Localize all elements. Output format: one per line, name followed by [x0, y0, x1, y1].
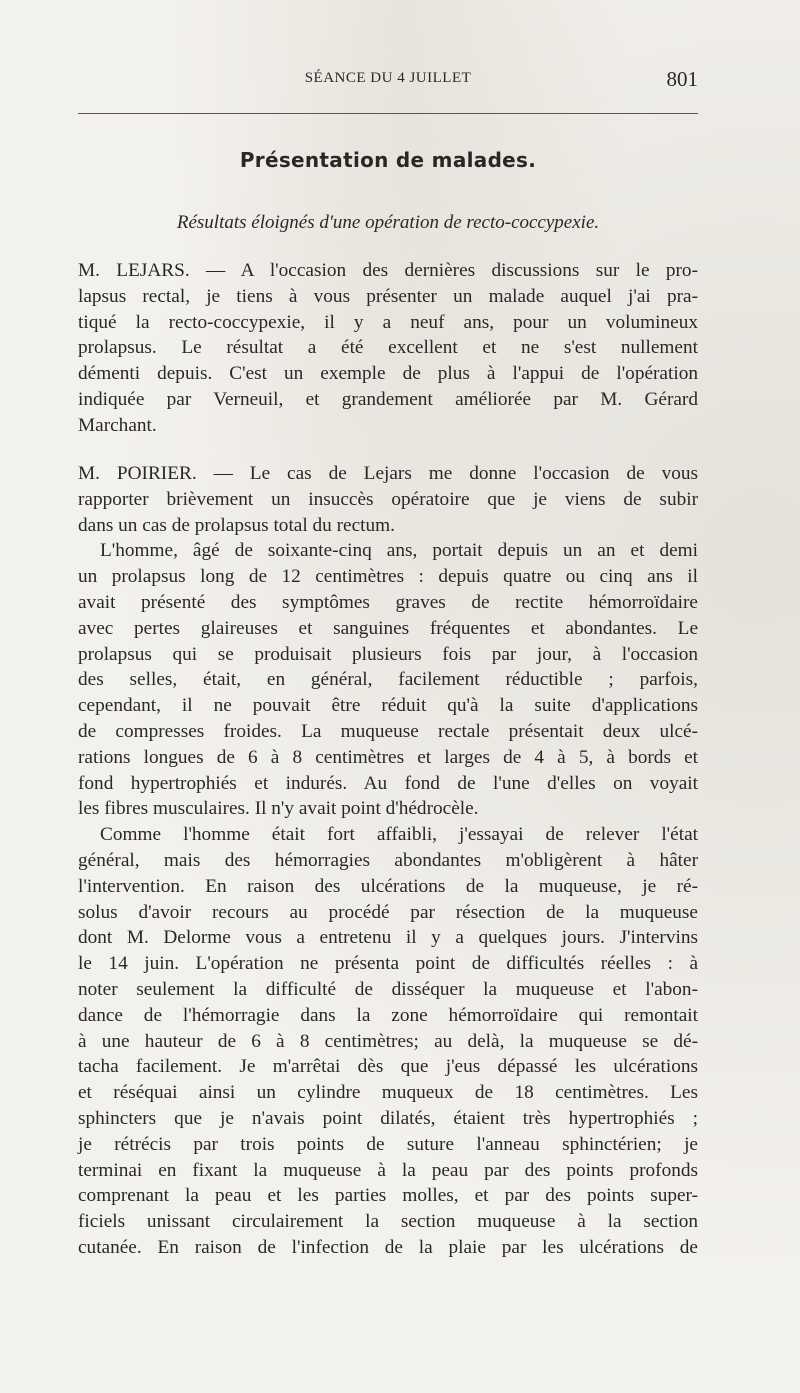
text-line: à une hauteur de 6 à 8 centimètres; au delà, la muqueuse se dé-	[78, 1030, 698, 1052]
text-line: L'homme, âgé de soixante-cinq ans, portait depuis un an et demi	[100, 540, 698, 562]
text-line: tacha facilement. Je m'arrêtai dès que j'eus dépassé les ulcérations	[78, 1056, 698, 1078]
text-line: les fibres musculaires. Il n'y avait point d'hédrocèle.	[78, 798, 479, 820]
text-line: l'intervention. En raison des ulcérations de la muqueuse, je ré-	[78, 875, 698, 897]
text-line: avec pertes glaireuses et sanguines fréquentes et abondantes. Le	[78, 617, 698, 639]
section-title: Présentation de malades.	[239, 148, 537, 172]
text-line: Marchant.	[78, 414, 157, 436]
text-line: tiqué la recto-coccypexie, il y a neuf ans, pour un volumineux	[78, 311, 698, 333]
text-line: M. POIRIER. — Le cas de Lejars me donne l'occasion de vous	[78, 463, 698, 484]
subtitle: Résultats éloignés d'une opération de recto-coccypexie.	[176, 212, 600, 233]
text-line: ficiels unissant circulairement la section muqueuse à la section	[78, 1211, 698, 1233]
running-header	[78, 67, 698, 98]
text-line: rapporter brièvement un insuccès opératoire que je viens de subir	[78, 488, 698, 510]
text-line: des selles, était, en général, facilement réductible ; parfois,	[78, 669, 698, 691]
text-line: comprenant la peau et les parties molles, et par des points super-	[78, 1185, 698, 1207]
text-line: solus d'avoir recours au procédé par résection de la muqueuse	[78, 901, 698, 923]
text-line: M. LEJARS. — A l'occasion des dernières discussions sur le pro-	[78, 260, 698, 281]
text-line: prolapsus qui se produisait plusieurs fois par jour, à l'occasion	[78, 643, 698, 665]
text-line: fond hypertrophiés et indurés. Au fond de l'une d'elles on voyait	[78, 772, 698, 794]
text-line: dans un cas de prolapsus total du rectum.	[78, 514, 395, 536]
text-line: le 14 juin. L'opération ne présenta point de difficultés réelles : à	[78, 953, 698, 975]
text-line: rations longues de 6 à 8 centimètres et larges de 4 à 5, à bords et	[78, 746, 698, 768]
text-line: démenti depuis. C'est un exemple de plus à l'appui de l'opération	[78, 363, 698, 385]
text-line: cependant, il ne pouvait être réduit qu'à la suite d'applications	[78, 695, 698, 717]
text-line: de compresses froides. La muqueuse rectale présentait deux ulcé-	[78, 720, 698, 742]
header-rule	[78, 113, 698, 114]
text-line: dont M. Delorme vous a entretenu il y a quelques jours. J'intervins	[78, 927, 698, 949]
text-line: cutanée. En raison de l'infection de la plaie par les ulcérations de	[78, 1236, 698, 1258]
text-line: général, mais des hémorragies abondantes m'obligèrent à hâter	[78, 849, 698, 871]
text-line: je rétrécis par trois points de suture l'anneau sphinctérien; je	[78, 1133, 698, 1155]
text-line: lapsus rectal, je tiens à vous présenter un malade auquel j'ai pra-	[78, 285, 698, 307]
text-line: sphincters que je n'avais point dilatés, étaient très hypertrophiés ;	[78, 1107, 698, 1129]
text-line: un prolapsus long de 12 centimètres : depuis quatre ou cinq ans il	[78, 566, 698, 588]
text-line: prolapsus. Le résultat a été excellent et ne s'est nullement	[78, 337, 698, 359]
paragraph-poirier	[78, 461, 698, 1261]
text-line: avait présenté des symptômes graves de rectite hémorroïdaire	[78, 591, 698, 613]
text-line: terminai en fixant la muqueuse à la peau par des points profonds	[78, 1159, 698, 1181]
text-line: indiquée par Verneuil, et grandement améliorée par M. Gérard	[78, 388, 698, 410]
page-number: 801	[666, 67, 698, 91]
paragraph-lejars	[78, 258, 698, 439]
text-line: et réséquai ainsi un cylindre muqueux de 18 centimètres. Les	[78, 1082, 698, 1104]
running-head: SÉANCE DU 4 JUILLET	[304, 70, 472, 86]
text-line: dance de l'hémorragie dans la zone hémorroïdaire qui remontait	[78, 1004, 698, 1026]
text-line: noter seulement la difficulté de disséquer la muqueuse et l'abon-	[78, 978, 698, 1000]
text-line: Comme l'homme était fort affaibli, j'essayai de relever l'état	[100, 824, 698, 846]
